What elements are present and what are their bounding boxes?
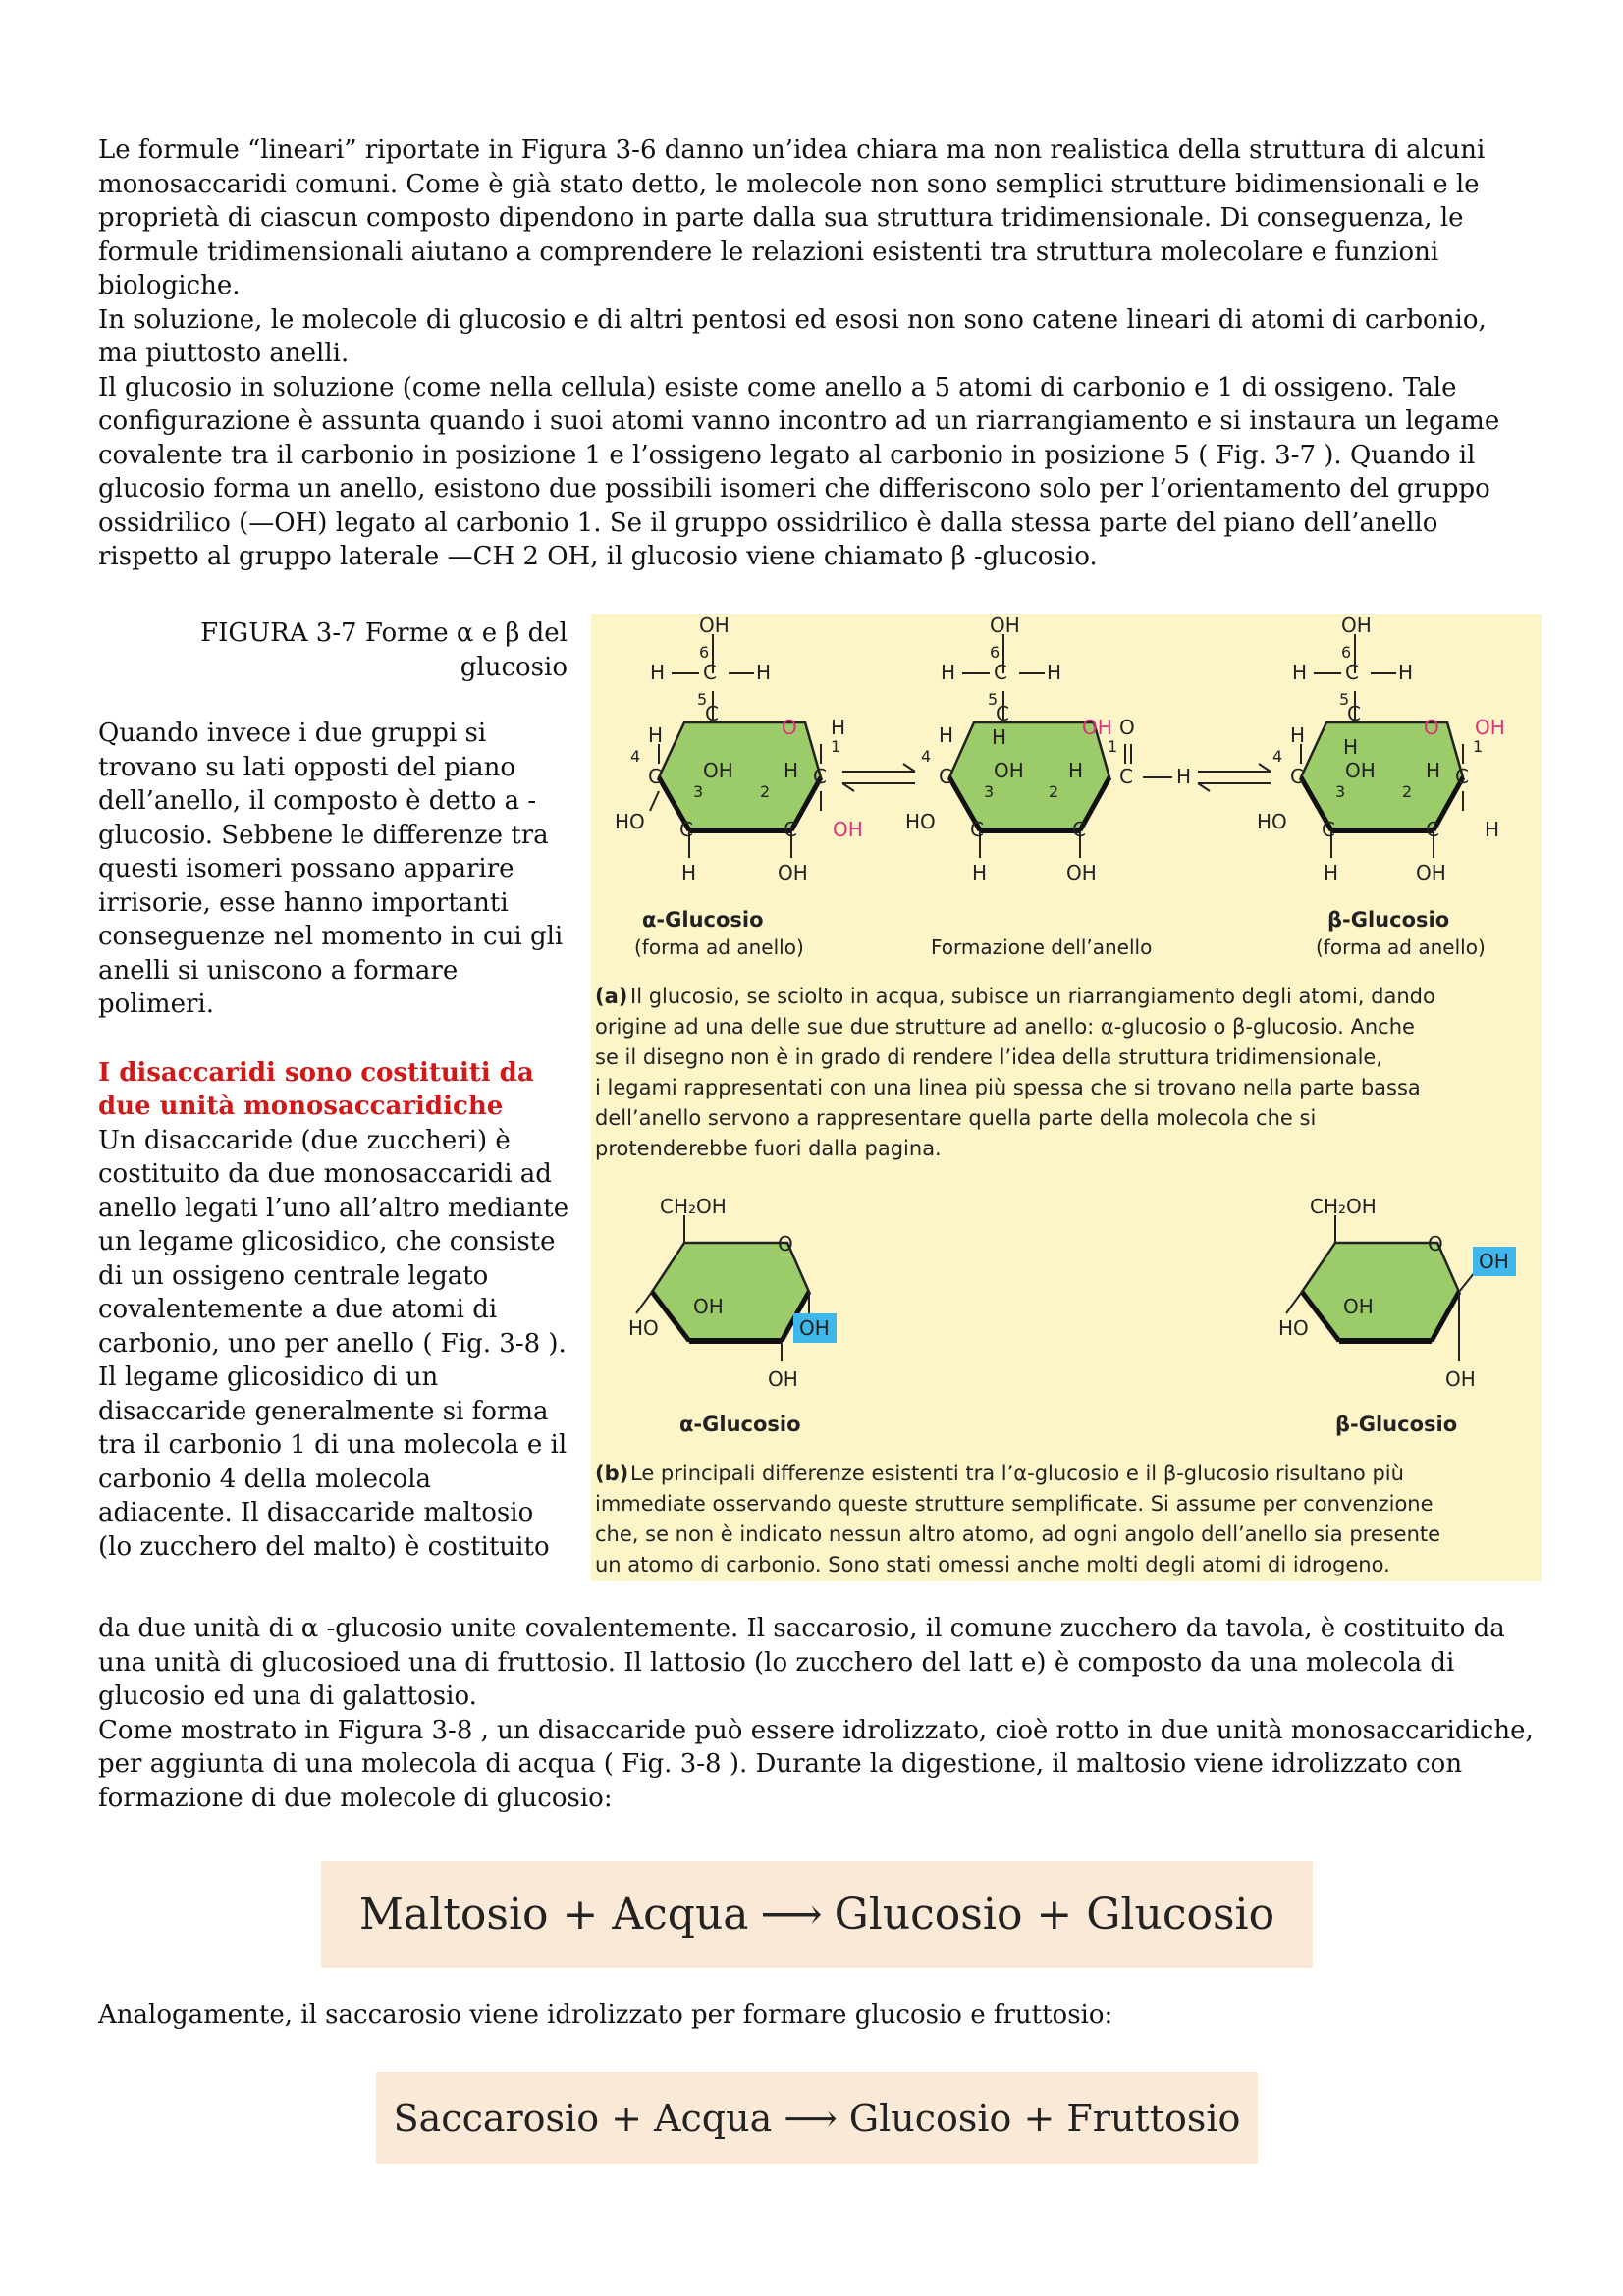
svg-text:C: C <box>1119 765 1133 788</box>
svg-text:se il disegno non è in grado d: se il disegno non è in grado di rendere l’idea della struttura tridimensionale, <box>595 1045 1383 1069</box>
svg-text:C: C <box>1345 661 1359 684</box>
svg-text:4: 4 <box>921 747 932 766</box>
svg-text:1: 1 <box>1473 737 1484 756</box>
svg-text:HO: HO <box>615 810 645 833</box>
beta-glucose-simplified <box>1278 1195 1516 1436</box>
svg-text:H: H <box>941 661 956 684</box>
svg-text:C: C <box>679 818 693 841</box>
svg-text:H: H <box>1426 759 1441 782</box>
continued-paragraph-1: da due unità di α -glucosio unite covalentemente. Il saccarosio, il comune zucchero da tavola, è costituito da una unità di glucosioed una di fruttosio. Il lattosio (lo zucchero del latt e) è composto da una molecola di glucosio ed una di galattosio. <box>98 1614 1505 1711</box>
svg-text:HO: HO <box>1257 810 1287 833</box>
svg-text:H: H <box>831 716 846 739</box>
beta-simplified-label: β-Glucosio <box>1335 1413 1458 1436</box>
svg-text:OH: OH <box>1066 861 1097 884</box>
svg-text:C: C <box>996 702 1009 725</box>
svg-text:origine ad una delle sue due s: origine ad una delle sue due strutture ad anello: α-glucosio o β-glucosio. Anche <box>595 1015 1415 1039</box>
svg-text:H: H <box>1398 661 1414 684</box>
svg-text:dell’anello servono a rapprese: dell’anello servono a rappresentare quella parte della molecola che si <box>595 1106 1317 1130</box>
svg-text:C: C <box>970 818 984 841</box>
ring-formation-structure <box>905 614 1191 884</box>
svg-text:H: H <box>1047 661 1062 684</box>
ring-formation-label: Formazione dell’anello <box>931 935 1153 959</box>
alpha-glucose-label: α-Glucosio <box>642 908 764 932</box>
svg-text:2: 2 <box>760 782 771 801</box>
svg-text:C: C <box>994 661 1007 684</box>
beta-ring-oxygen: O <box>1424 716 1439 739</box>
equation-1-arrow: ⟶ <box>760 1890 823 1940</box>
equation-1-left: Maltosio + Acqua <box>358 1890 749 1940</box>
svg-text:OH: OH <box>990 614 1020 637</box>
alpha-glucose-sublabel: (forma ad anello) <box>634 935 804 959</box>
equation-2-left: Saccarosio + Acqua <box>393 2097 773 2140</box>
equation-1-right: Glucosio + Glucosio <box>834 1890 1275 1940</box>
intro-paragraph-1: Le formule “lineari” riportate in Figura 3-6 danno un’idea chiara ma non realistica della struttura di alcuni monosaccaridi comuni. Come è già stato detto, le molecole non sono semplici strutture bidimensionali e le proprietà di ciascun composto dipendono in parte dalla sua struttura tridimensionale. Di conseguenza, le formule tridimensionali aiutano a comprendere le relazioni esistenti tra struttura molecolare e funzioni biologiche. <box>98 135 1486 300</box>
svg-text:C: C <box>1455 765 1469 788</box>
svg-text:C: C <box>939 765 952 788</box>
svg-text:OH: OH <box>1445 1367 1476 1391</box>
svg-text:H: H <box>1290 723 1306 747</box>
figure-3-7-glucose-forms <box>591 614 1542 1581</box>
part-b-tag: (b) <box>595 1462 629 1485</box>
svg-text:C: C <box>1072 818 1086 841</box>
continued-paragraph-2: Come mostrato in Figura 3-8 , un disaccaride può essere idrolizzato, cioè rotto in due unità monosaccaridiche, per aggiunta di una molecola di acqua ( Fig. 3-8 ). Durante la digestione, il maltosio viene idrolizzato con formazione di due molecole di glucosio: <box>98 1715 1534 1813</box>
svg-text:O: O <box>778 1232 793 1255</box>
svg-text:H: H <box>972 861 988 884</box>
svg-text:1: 1 <box>831 737 841 756</box>
svg-text:OH: OH <box>693 1295 724 1318</box>
sucrose-hydrolysis-equation <box>376 2072 1258 2164</box>
svg-text:3: 3 <box>984 782 995 801</box>
formation-c5-oh: OH <box>1082 716 1112 739</box>
svg-text:H: H <box>756 661 772 684</box>
svg-text:protenderebbe fuori dalla pagi: protenderebbe fuori dalla pagina. <box>595 1137 942 1160</box>
left-column <box>98 717 571 1564</box>
svg-text:OH: OH <box>1343 1295 1374 1318</box>
equation-2-right: Glucosio + Fruttosio <box>848 2097 1241 2140</box>
alpha-simplified-c1-oh: OH <box>799 1316 830 1340</box>
beta-c1-oh: OH <box>1475 716 1505 739</box>
svg-text:5: 5 <box>1339 690 1350 709</box>
between-paragraph: Analogamente, il saccarosio viene idrolizzato per formare glucosio e fruttosio: <box>98 2001 1113 2030</box>
left-paragraph-3: Il legame glicosidico di un disaccaride generalmente si forma tra il carbonio 1 di una molecola e il carbonio 4 della molecola adiacente. Il disaccaride maltosio (lo zucchero del malto) è costituito <box>98 1362 568 1562</box>
svg-text:HO: HO <box>628 1316 659 1340</box>
svg-text:5: 5 <box>697 690 708 709</box>
svg-text:OH: OH <box>1341 614 1372 637</box>
intro-text <box>98 133 1527 574</box>
svg-text:OH: OH <box>994 759 1024 782</box>
continued-text <box>98 1612 1542 1815</box>
beta-glucose-sublabel: (forma ad anello) <box>1316 935 1486 959</box>
svg-text:OH: OH <box>703 759 733 782</box>
svg-text:Le principali differenze esist: Le principali differenze esistenti tra l’α-glucosio e il β-glucosio risultano più <box>630 1462 1404 1485</box>
intro-paragraph-2: In soluzione, le molecole di glucosio e di altri pentosi ed esosi non sono catene lineari di atomi di carbonio, ma piuttosto anelli. <box>98 304 1487 368</box>
svg-text:4: 4 <box>630 747 641 766</box>
svg-text:H: H <box>1324 861 1339 884</box>
alpha-glucose-ring-structure <box>615 614 863 884</box>
svg-text:H: H <box>1292 661 1308 684</box>
svg-text:C: C <box>705 702 719 725</box>
part-a-tag: (a) <box>595 985 628 1008</box>
svg-text:immediate osservando queste st: immediate osservando queste strutture semplificate. Si assume per convenzione <box>595 1492 1434 1516</box>
alpha-simplified-ch2oh: CH₂OH <box>660 1195 727 1218</box>
equilibrium-arrows-right <box>1198 764 1271 791</box>
svg-text:H: H <box>939 723 954 747</box>
equilibrium-arrows-left <box>842 764 915 791</box>
svg-text:H: H <box>1176 765 1192 788</box>
left-paragraph-1: Quando invece i due gruppi si trovano su lati opposti del piano dell’anello, il composto è detto a - glucosio. Sebbene le differenze tra questi isomeri possano apparire irrisorie, esse hanno importanti conseguenze nel momento in cui gli anelli si uniscono a formare polimeri. <box>98 719 564 1019</box>
svg-text:OH: OH <box>768 1367 798 1391</box>
svg-text:1: 1 <box>1108 737 1118 756</box>
svg-text:HO: HO <box>905 810 936 833</box>
svg-text:O: O <box>1428 1232 1443 1255</box>
svg-text:H: H <box>784 759 799 782</box>
svg-text:H: H <box>992 725 1007 749</box>
maltose-hydrolysis-equation <box>321 1861 1313 1968</box>
svg-text:2: 2 <box>1402 782 1413 801</box>
svg-text:OH: OH <box>1416 861 1446 884</box>
svg-text:i legami rappresentati con una: i legami rappresentati con una linea più spessa che si trovano nella parte bassa <box>595 1076 1421 1099</box>
svg-text:C: C <box>648 765 662 788</box>
beta-simplified-c1-oh: OH <box>1479 1250 1509 1273</box>
svg-text:H: H <box>1485 818 1500 841</box>
svg-text:H: H <box>1343 735 1359 759</box>
alpha-simplified-label: α-Glucosio <box>679 1413 801 1436</box>
svg-text:5: 5 <box>988 690 999 709</box>
figure-caption: FIGURA 3-7 Forme α e β del glucosio <box>200 618 568 682</box>
svg-text:3: 3 <box>1335 782 1346 801</box>
beta-glucose-ring-structure <box>1257 614 1505 884</box>
svg-text:C: C <box>784 818 797 841</box>
svg-text:C: C <box>1347 702 1361 725</box>
svg-text:6: 6 <box>990 643 1001 662</box>
svg-text:OH: OH <box>778 861 808 884</box>
svg-text:un atomo di carbonio. Sono sta: un atomo di carbonio. Sono stati omessi anche molti degli atomi di idrogeno. <box>595 1553 1390 1576</box>
svg-text:4: 4 <box>1272 747 1283 766</box>
svg-text:2: 2 <box>1049 782 1059 801</box>
svg-text:HO: HO <box>1278 1316 1309 1340</box>
left-paragraph-2: Un disaccaride (due zuccheri) è costituito da due monosaccaridi ad anello legati l’uno all’altro mediante un legame glicosidico, che consiste di un ossigeno centrale legato covalentemente a due atomi di carbonio, uno per anello ( Fig. 3-8 ). <box>98 1125 569 1359</box>
svg-text:H: H <box>650 661 666 684</box>
alpha-c1-oh: OH <box>833 818 863 841</box>
svg-text:Il glucosio, se sciolto in acq: Il glucosio, se sciolto in acqua, subisce un riarrangiamento degli atomi, dando <box>630 985 1435 1008</box>
svg-text:C: C <box>1290 765 1304 788</box>
svg-text:H: H <box>648 723 664 747</box>
svg-text:C: C <box>813 765 827 788</box>
between-text <box>98 1999 1375 2033</box>
svg-text:6: 6 <box>1341 643 1352 662</box>
svg-text:C: C <box>703 661 717 684</box>
svg-text:che, se non è indicato nessun: che, se non è indicato nessun altro atomo, ad ogni angolo dell’anello sia presente <box>595 1522 1441 1546</box>
svg-text:6: 6 <box>699 643 710 662</box>
svg-text:H: H <box>681 861 697 884</box>
svg-text:C: C <box>1322 818 1335 841</box>
alpha-ring-oxygen: O <box>782 716 797 739</box>
figure-part-b-description <box>595 1462 1440 1576</box>
svg-text:O: O <box>1119 716 1135 739</box>
intro-paragraph-3: Il glucosio in soluzione (come nella cellula) esiste come anello a 5 atomi di carbonio e 1 di ossigeno. Tale configurazione è assunta quando i suoi atomi vanno incontro ad un riarrangiamento e si instaura un legame covalente tra il carbonio in posizione 1 e l’ossigeno legato al carbonio in posizione 5 ( Fig. 3-7 ). Quando il glucosio forma un anello, esistono due possibili isomeri che differiscono solo per l’orientamento del gruppo ossidrilico (—OH) legato al carbonio 1. Se il gruppo ossidrilico è dalla stessa parte del piano dell’anello rispetto al gruppo laterale —CH 2 OH, il glucosio viene chiamato β -glucosio. <box>98 372 1500 571</box>
section-heading: I disaccaridi sono costituiti da due unità monosaccaridiche <box>98 1057 534 1121</box>
svg-text:C: C <box>1426 818 1439 841</box>
svg-text:OH: OH <box>1345 759 1376 782</box>
svg-text:H: H <box>1068 759 1084 782</box>
alpha-glucose-simplified <box>628 1195 837 1436</box>
figure-part-a-description <box>595 985 1435 1160</box>
svg-text:3: 3 <box>693 782 704 801</box>
alpha-c6-oh: OH <box>699 614 730 637</box>
equation-2-arrow: ⟶ <box>784 2097 838 2140</box>
beta-glucose-label: β-Glucosio <box>1327 908 1450 932</box>
beta-simplified-ch2oh: CH₂OH <box>1310 1195 1377 1218</box>
